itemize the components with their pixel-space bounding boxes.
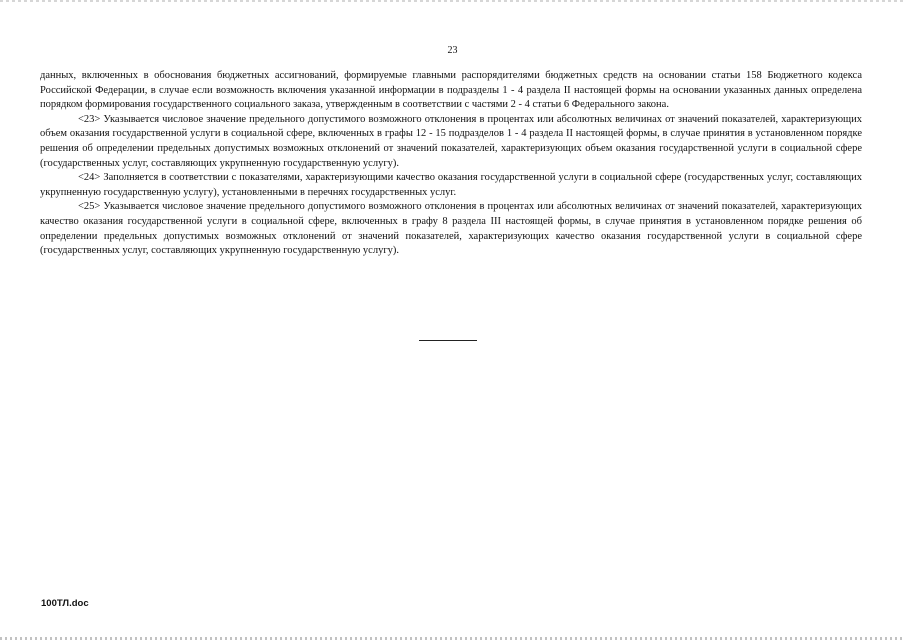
footnote-25: <25> Указывается числовое значение предельного допустимого возможного отклонения в процентах или абсолютных величинах от значений показателей, характеризующих качество оказания государственной услуги в социальной сфере, включенных в графу 8 раздела III настоящей формы, в случае принятия в установленном порядке решения об определении предельных допустимых возможных отклонений от значений показателей, характеризующих качество оказания государственной услуги в социальной сфере (государственных услуг, составляющих укрупненную государственную услугу). bbox=[40, 201, 862, 257]
scan-edge-top bbox=[0, 0, 905, 2]
footnote-24: <24> Заполняется в соответствии с показателями, характеризующими качество оказания государственной услуги в социальной сфере (государственных услуг, составляющих укрупненную государственную услугу), установленными в перечнях государственных услуг. bbox=[40, 172, 862, 198]
page-number: 23 bbox=[447, 45, 458, 56]
footnotes-text bbox=[40, 69, 862, 259]
file-name-footer: 100ТЛ.doc bbox=[41, 598, 89, 609]
paragraph-continuation: данных, включенных в обоснования бюджетных ассигнований, формируемые главными распорядителями бюджетных средств на основании статьи 158 Бюджетного кодекса Российской Федерации, в случае если возможность включения указанной информации в подразделы 1 - 4 раздела II настоящей формы на основании указанных данных определена порядком формирования государственного социального заказа, утвержденным в соответствии с частями 2 - 4 статьи 6 Федерального закона. bbox=[40, 70, 862, 111]
footnote-separator bbox=[419, 340, 477, 341]
footnote-23: <23> Указывается числовое значение предельного допустимого возможного отклонения в процентах или абсолютных величинах от значений показателей, характеризующих объем оказания государственной услуги в социальной сфере, включенных в графы 12 - 15 подразделов 1 - 4 раздела II настоящей формы, в случае принятия в установленном порядке решения об определении предельных допустимых возможных отклонений от значений показателей, характеризующих объем оказания государственной услуги в социальной сфере (государственных услуг, составляющих укрупненную государственную услугу). bbox=[40, 113, 862, 169]
